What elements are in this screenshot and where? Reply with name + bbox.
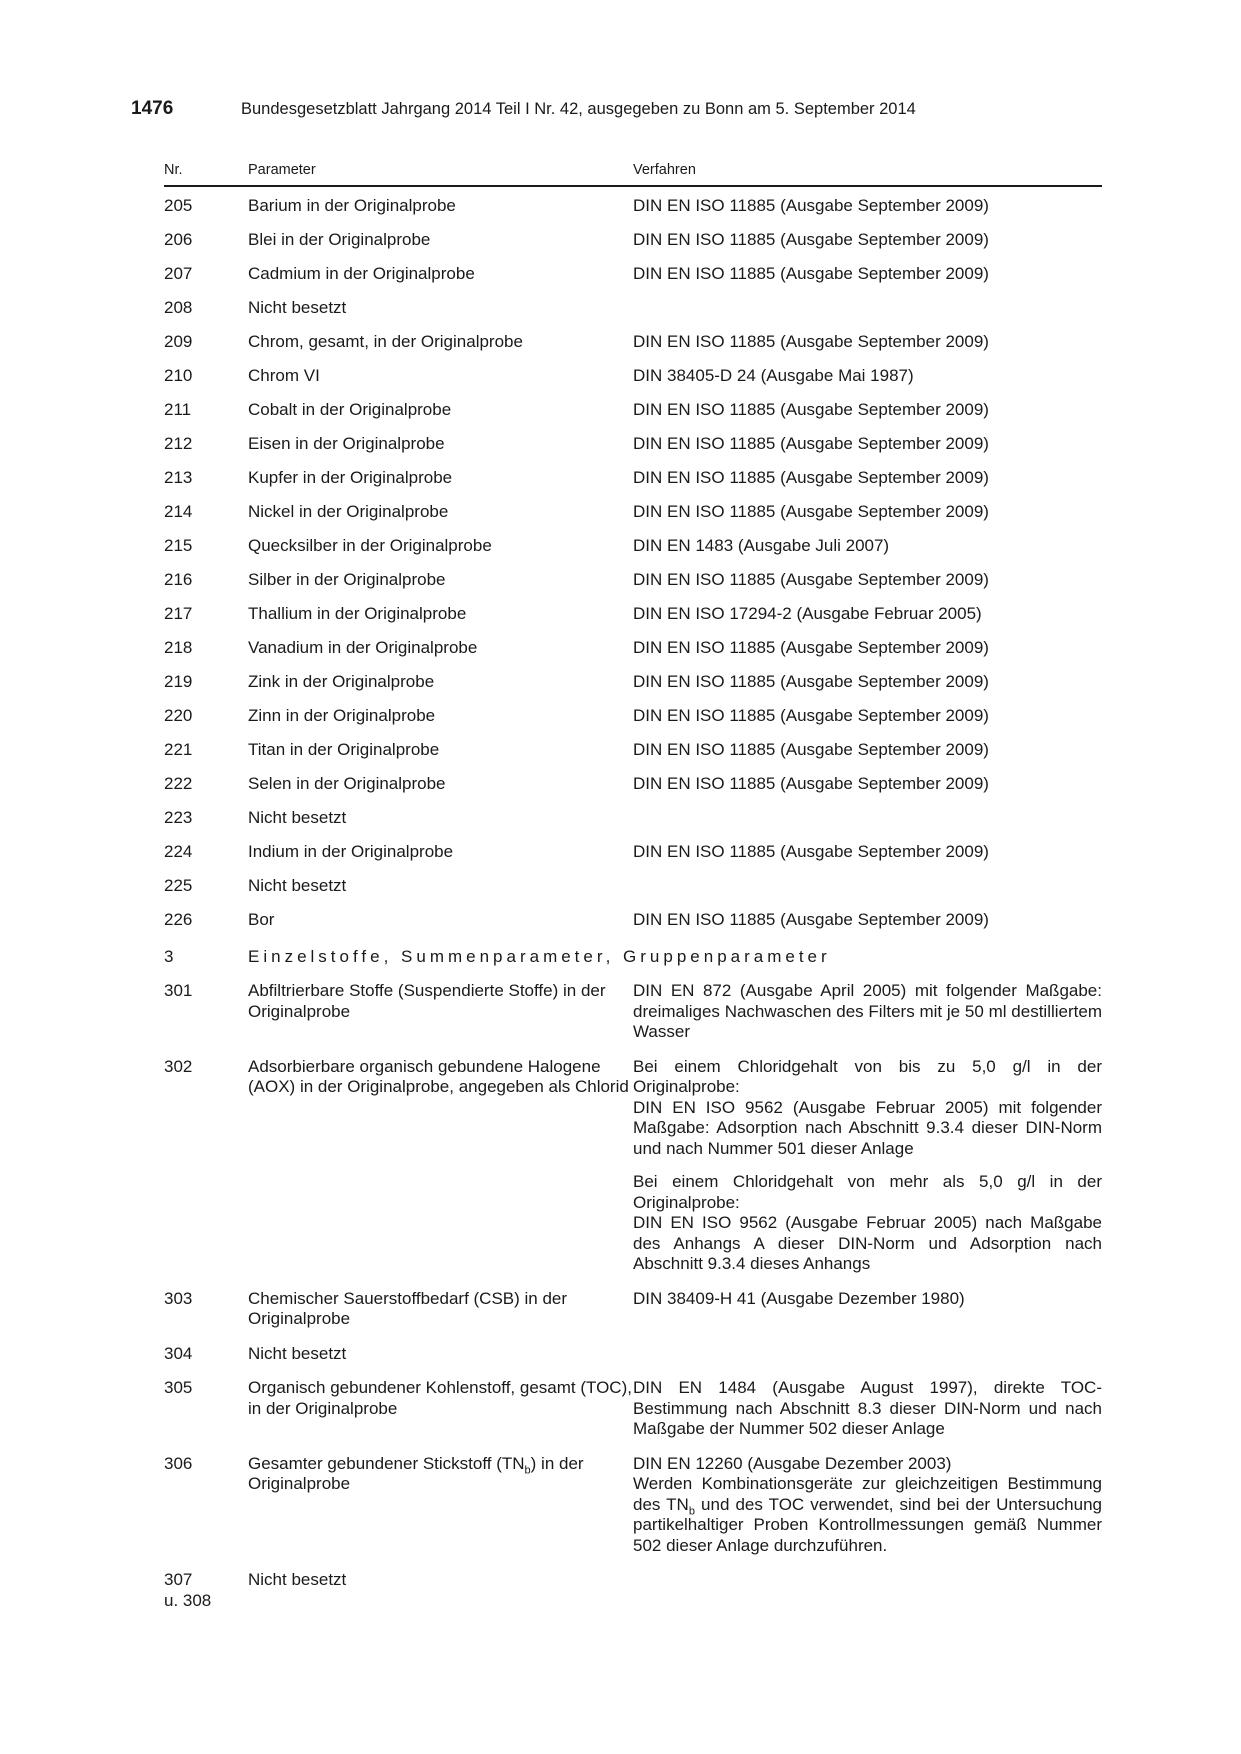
row-verfahren: DIN EN ISO 11885 (Ausgabe September 2009) bbox=[633, 434, 989, 453]
row-parameter: Cobalt in der Originalprobe bbox=[248, 400, 452, 419]
row-parameter: Nicht besetzt bbox=[248, 1343, 347, 1363]
table-row bbox=[164, 663, 1102, 697]
row-verfahren: DIN EN ISO 11885 (Ausgabe September 2009) bbox=[633, 400, 989, 419]
table-row bbox=[164, 527, 1102, 561]
row-parameter: Nickel in der Originalprobe bbox=[248, 502, 449, 521]
table-row bbox=[164, 765, 1102, 799]
row-parameter: Cadmium in der Originalprobe bbox=[248, 264, 475, 283]
row-parameter: Organisch gebundener Kohlenstoff, gesamt (TOC), in der Originalprobe bbox=[248, 1378, 632, 1418]
row-verfahren bbox=[633, 1570, 1102, 1611]
verfahren-block bbox=[633, 1172, 1102, 1275]
row-number: 223 bbox=[164, 808, 193, 827]
column-header-nr: Nr. bbox=[164, 162, 183, 178]
row-number: 210 bbox=[164, 366, 193, 385]
table-row bbox=[164, 255, 1102, 289]
table-row bbox=[164, 493, 1102, 527]
row-verfahren bbox=[633, 298, 1102, 323]
table-row bbox=[164, 187, 1102, 221]
row-number: 303 bbox=[164, 1288, 193, 1308]
row-verfahren: DIN EN ISO 11885 (Ausgabe September 2009) bbox=[633, 638, 989, 657]
row-verfahren: DIN EN ISO 11885 (Ausgabe September 2009) bbox=[633, 502, 989, 521]
row-parameter: Nicht besetzt bbox=[248, 298, 347, 317]
row-number: 221 bbox=[164, 740, 193, 759]
verfahren-text bbox=[633, 1474, 1102, 1556]
table-row bbox=[164, 595, 1102, 629]
row-parameter: Abfiltrierbare Stoffe (Suspendierte Stoffe) in der Originalprobe bbox=[248, 981, 606, 1021]
row-number: 304 bbox=[164, 1343, 193, 1363]
row-parameter: Silber in der Originalprobe bbox=[248, 570, 446, 589]
row-parameter: Eisen in der Originalprobe bbox=[248, 434, 445, 453]
row-parameter: Zinn in der Originalprobe bbox=[248, 706, 436, 725]
row-number: 211 bbox=[164, 400, 192, 419]
table-row bbox=[164, 425, 1102, 459]
verfahren-part: Werden Kombinationsgeräte zur gleichzeitigen Bestimmung des TN bbox=[633, 1474, 1102, 1514]
row-parameter: Kupfer in der Originalprobe bbox=[248, 468, 453, 487]
row-number: 216 bbox=[164, 570, 193, 589]
row-number: 205 bbox=[164, 196, 193, 215]
row-number: 217 bbox=[164, 604, 193, 623]
row-number: 302 bbox=[164, 1056, 193, 1076]
table-row bbox=[164, 391, 1102, 425]
row-parameter: Adsorbierbare organisch gebundene Halogene (AOX) in der Originalprobe, angegeben als Chlorid bbox=[248, 1056, 629, 1096]
verfahren-part: und des TOC verwendet, sind bei der Untersuchung partikelhaltiger Proben Kontrollmessungen gemäß Nummer 502 dieser Anlage durchzuführen. bbox=[633, 1494, 1102, 1555]
row-number: 225 bbox=[164, 876, 193, 895]
row-number: 301 bbox=[164, 981, 193, 1000]
row-number-line: u. 308 bbox=[164, 1590, 212, 1610]
table-row bbox=[164, 1049, 1102, 1281]
row-verfahren: DIN EN ISO 11885 (Ausgabe September 2009) bbox=[633, 706, 989, 725]
row-verfahren: DIN EN ISO 11885 (Ausgabe September 2009) bbox=[633, 842, 989, 861]
row-parameter: Chemischer Sauerstoffbedarf (CSB) in der Originalprobe bbox=[248, 1288, 568, 1328]
row-parameter: Barium in der Originalprobe bbox=[248, 196, 456, 215]
row-number: 222 bbox=[164, 774, 193, 793]
verfahren-text: DIN EN ISO 9562 (Ausgabe Februar 2005) nach Maßgabe des Anhangs A dieser DIN-Norm und Adsorption nach Abschnitt 9.3.4 dieses Anhangs bbox=[633, 1213, 1102, 1273]
table-row bbox=[164, 1562, 1102, 1617]
row-verfahren: DIN EN ISO 11885 (Ausgabe September 2009) bbox=[633, 332, 989, 351]
row-parameter: Blei in der Originalprobe bbox=[248, 230, 431, 249]
row-parameter: Nicht besetzt bbox=[248, 1570, 347, 1589]
table-row bbox=[164, 289, 1102, 323]
row-number-line: 307 bbox=[164, 1570, 193, 1589]
page-number: 1476 bbox=[131, 98, 174, 119]
row-verfahren: DIN EN ISO 11885 (Ausgabe September 2009) bbox=[633, 774, 989, 793]
row-number: 306 bbox=[164, 1453, 193, 1473]
row-parameter: Nicht besetzt bbox=[248, 876, 347, 895]
row-verfahren: DIN EN ISO 11885 (Ausgabe September 2009) bbox=[633, 264, 989, 283]
row-parameter: Chrom VI bbox=[248, 366, 320, 385]
table-row bbox=[164, 561, 1102, 595]
table-row bbox=[164, 1281, 1102, 1336]
table-row bbox=[164, 731, 1102, 765]
table-body-2xx bbox=[164, 187, 1102, 935]
row-number: 208 bbox=[164, 298, 193, 317]
verfahren-condition: Bei einem Chloridgehalt von mehr als 5,0 g/l in der Originalprobe: bbox=[633, 1172, 1102, 1212]
row-parameter: Nicht besetzt bbox=[248, 808, 347, 827]
row-number: 220 bbox=[164, 706, 193, 725]
section-heading bbox=[164, 935, 1102, 973]
row-number: 219 bbox=[164, 672, 193, 691]
row-number: 214 bbox=[164, 502, 193, 521]
table-row bbox=[164, 459, 1102, 493]
verfahren-text: DIN EN ISO 9562 (Ausgabe Februar 2005) mit folgender Maßgabe: Adsorption nach Abschnitt 9.3.4 dieser DIN-Norm und nach Nummer 501 dieser Anlage bbox=[633, 1097, 1102, 1158]
table-row bbox=[164, 697, 1102, 731]
row-parameter: Titan in der Originalprobe bbox=[248, 740, 440, 759]
parameter-table bbox=[164, 160, 1102, 1617]
table-row bbox=[164, 901, 1102, 935]
row-verfahren bbox=[633, 1344, 1102, 1365]
column-header-verfahren: Verfahren bbox=[633, 162, 696, 178]
row-verfahren: DIN EN 1484 (Ausgabe August 1997), direkte TOC-Bestimmung nach Abschnitt 8.3 dieser DIN-Norm und nach Maßgabe der Nummer 502 dieser Anlage bbox=[633, 1378, 1102, 1438]
param-text: ) in der Originalprobe bbox=[248, 1453, 584, 1493]
row-number: 224 bbox=[164, 842, 193, 861]
row-number: 305 bbox=[164, 1378, 193, 1397]
column-header-parameter: Parameter bbox=[248, 162, 316, 178]
row-verfahren: DIN EN ISO 11885 (Ausgabe September 2009) bbox=[633, 468, 989, 487]
row-parameter: Zink in der Originalprobe bbox=[248, 672, 435, 691]
table-row bbox=[164, 629, 1102, 663]
row-verfahren: DIN EN ISO 11885 (Ausgabe September 2009) bbox=[633, 570, 989, 589]
section-title: Einzelstoffe, Summenparameter, Gruppenparameter bbox=[248, 947, 831, 966]
row-parameter: Thallium in der Originalprobe bbox=[248, 604, 467, 623]
row-parameter: Chrom, gesamt, in der Originalprobe bbox=[248, 332, 523, 351]
row-number: 218 bbox=[164, 638, 193, 657]
running-title: Bundesgesetzblatt Jahrgang 2014 Teil I Nr. 42, ausgegeben zu Bonn am 5. September 2014 bbox=[241, 100, 916, 118]
verfahren-block bbox=[633, 1057, 1102, 1160]
row-number: 206 bbox=[164, 230, 193, 249]
row-verfahren: DIN 38405-D 24 (Ausgabe Mai 1987) bbox=[633, 366, 914, 385]
row-number: 212 bbox=[164, 434, 193, 453]
row-parameter: Bor bbox=[248, 910, 275, 929]
row-number: 207 bbox=[164, 264, 193, 283]
row-verfahren: DIN 38409-H 41 (Ausgabe Dezember 1980) bbox=[633, 1288, 965, 1308]
verfahren-subscript: b bbox=[688, 1504, 695, 1517]
table-row bbox=[164, 323, 1102, 357]
row-verfahren: DIN EN ISO 11885 (Ausgabe September 2009) bbox=[633, 230, 989, 249]
row-parameter: Indium in der Originalprobe bbox=[248, 842, 454, 861]
row-number: 209 bbox=[164, 332, 193, 351]
row-number bbox=[164, 1570, 248, 1611]
table-row bbox=[164, 973, 1102, 1049]
row-verfahren: DIN EN ISO 11885 (Ausgabe September 2009) bbox=[633, 910, 989, 929]
table-header bbox=[164, 160, 1102, 187]
row-verfahren: DIN EN ISO 11885 (Ausgabe September 2009) bbox=[633, 672, 989, 691]
row-parameter bbox=[248, 1454, 633, 1557]
row-number: 213 bbox=[164, 468, 193, 487]
row-parameter: Vanadium in der Originalprobe bbox=[248, 638, 478, 657]
verfahren-condition: Bei einem Chloridgehalt von bis zu 5,0 g/l in der Originalprobe: bbox=[633, 1056, 1102, 1096]
param-text: Gesamter gebundener Stickstoff (TN bbox=[248, 1453, 525, 1473]
row-number: 226 bbox=[164, 910, 193, 929]
table-row bbox=[164, 1446, 1102, 1563]
verfahren-line: DIN EN 12260 (Ausgabe Dezember 2003) bbox=[633, 1453, 952, 1473]
row-parameter: Quecksilber in der Originalprobe bbox=[248, 536, 492, 555]
table-row bbox=[164, 833, 1102, 867]
row-verfahren bbox=[633, 808, 1102, 833]
table-row bbox=[164, 221, 1102, 255]
table-row bbox=[164, 867, 1102, 901]
page-header bbox=[131, 98, 1091, 128]
row-verfahren bbox=[633, 876, 1102, 901]
table-row bbox=[164, 357, 1102, 391]
row-verfahren bbox=[633, 1057, 1102, 1275]
row-verfahren: DIN EN ISO 11885 (Ausgabe September 2009) bbox=[633, 740, 989, 759]
table-row bbox=[164, 799, 1102, 833]
row-verfahren: DIN EN ISO 17294-2 (Ausgabe Februar 2005) bbox=[633, 604, 982, 623]
row-verfahren: DIN EN 1483 (Ausgabe Juli 2007) bbox=[633, 536, 890, 555]
row-verfahren bbox=[633, 1454, 1102, 1557]
table-row bbox=[164, 1370, 1102, 1446]
row-parameter: Selen in der Originalprobe bbox=[248, 774, 446, 793]
row-verfahren: DIN EN ISO 11885 (Ausgabe September 2009) bbox=[633, 196, 989, 215]
row-verfahren: DIN EN 872 (Ausgabe April 2005) mit folgender Maßgabe: dreimaliges Nachwaschen des Filters mit je 50 ml destilliertem Wasser bbox=[633, 981, 1102, 1041]
param-subscript: b bbox=[524, 1463, 531, 1476]
section-number: 3 bbox=[164, 947, 174, 966]
row-number: 215 bbox=[164, 536, 193, 555]
table-row bbox=[164, 1336, 1102, 1371]
